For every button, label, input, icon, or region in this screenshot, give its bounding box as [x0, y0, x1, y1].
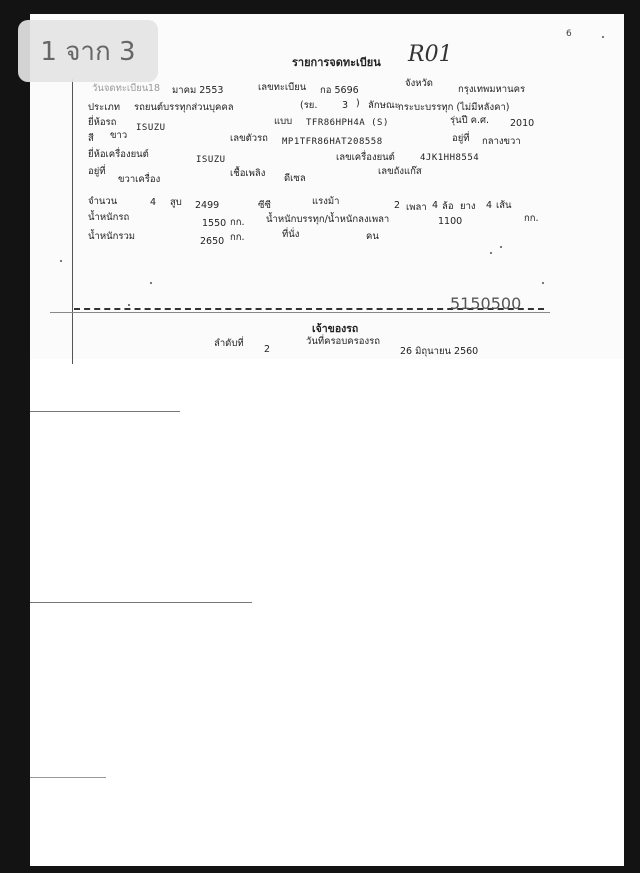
field-brand-value: ISUZU [136, 123, 166, 133]
corner-mark: 6 [566, 29, 572, 39]
document-title: รายการจดทะเบียน [292, 56, 381, 69]
field-load-label: น้ำหนักบรรทุก/น้ำหนักลงเพลา [266, 214, 390, 225]
field-chassis-label: เลขตัวรถ [230, 133, 268, 144]
owner-section-title: เจ้าของรถ [312, 323, 359, 335]
field-province-label: จังหวัด [405, 78, 433, 89]
field-type-value: รถยนต์บรรทุกส่วนบุคคล [134, 102, 234, 113]
field-reg-label: เลขทะเบียน [258, 82, 307, 93]
field-year-label: รุ่นปี ค.ศ. [450, 115, 490, 126]
field-wheels-label: ล้อ [442, 201, 454, 212]
field-year-value: 2010 [510, 118, 535, 129]
field-ry-value: 3 [342, 100, 349, 111]
field-tires-unit: เส้น [496, 200, 512, 211]
scan-speck [602, 36, 604, 38]
field-loc-label: อยู่ที่ [452, 133, 470, 144]
field-seats-unit: คน [366, 231, 379, 242]
field-province-value: กรุงเทพมหานคร [458, 84, 526, 95]
field-tires-label: ยาง [460, 201, 476, 212]
field-color-value: ขาว [110, 130, 128, 141]
page-indicator-text: 1 จาก 3 [40, 36, 136, 67]
field-gross-label: น้ำหนักรวม [88, 231, 136, 242]
field-reg-value: กอ 5696 [320, 85, 359, 96]
document-page [30, 14, 624, 866]
field-chassis-value: MP1TFR86HAT208558 [282, 137, 383, 147]
field-tires-value: 4 [486, 200, 493, 211]
field-hp-label: แรงม้า [312, 196, 340, 207]
field-axle-label: เพลา [406, 202, 427, 213]
field-engine-no-label: เลขเครื่องยนต์ [336, 152, 395, 163]
field-fuel-label: เชื้อเพลิง [230, 168, 266, 179]
left-margin-line [72, 79, 73, 364]
field-color-label: สี [88, 133, 94, 144]
field-model-label: แบบ [274, 116, 293, 127]
scan-speck [128, 304, 130, 306]
field-cc-unit: ซีซี [258, 200, 271, 211]
field-load-value: 1100 [438, 216, 463, 227]
field-cyl-unit: สูบ [170, 197, 182, 208]
field-possession-label: วันที่ครอบครองรถ [306, 336, 380, 347]
field-possession-value: 26 มิถุนายน 2560 [400, 346, 479, 357]
scan-line-2 [30, 602, 252, 603]
field-tank-label: เลขถังแก๊ส [378, 166, 422, 177]
scan-speck [150, 282, 152, 284]
divider-number: 5150500 [450, 294, 522, 313]
page-indicator-badge [18, 20, 158, 82]
field-weight-value: 1550 [202, 218, 227, 229]
field-fuel-value: ดีเซล [284, 173, 306, 184]
field-wheels-value: 4 [432, 200, 439, 211]
field-brand-label: ยี่ห้อรถ [88, 117, 117, 128]
field-date-month: มาคม 2553 [172, 85, 224, 96]
field-loc2-label: อยู่ที่ [88, 166, 106, 177]
scan-speck [60, 260, 62, 262]
field-engine-no-value: 4JK1HH8554 [420, 153, 480, 163]
field-type-label: ประเภท [88, 102, 121, 113]
field-model-value: TFR86HPH4A (S) [306, 118, 389, 128]
field-engine-brand-value: ISUZU [196, 155, 226, 165]
field-gross-unit: กก. [230, 232, 245, 243]
scan-line-3 [30, 777, 106, 778]
field-order-label: ลำดับที่ [214, 338, 244, 349]
field-cyl-value: 4 [150, 197, 157, 208]
scan-speck [542, 282, 544, 284]
field-weight-unit: กก. [230, 217, 245, 228]
field-style-label: ลักษณะ [368, 100, 400, 111]
field-cc-value: 2499 [195, 200, 220, 211]
field-loc2-value: ขวาเครื่อง [118, 174, 161, 185]
field-engine-brand-label: ยี่ห้อเครื่องยนต์ [88, 149, 149, 160]
scan-line-1 [30, 411, 180, 412]
handwritten-code: R01 [408, 42, 453, 67]
field-load-unit: กก. [524, 213, 539, 224]
scan-speck [490, 252, 492, 254]
field-style-value: กระบะบรรทุก (ไม่มีหลังคา) [398, 102, 510, 113]
field-date-label: วันจดทะเบียน [92, 83, 149, 94]
field-order-value: 2 [264, 344, 271, 355]
field-ry-suffix: ) [356, 98, 360, 109]
field-seats-label: ที่นั่ง [282, 229, 300, 240]
field-gross-value: 2650 [200, 236, 225, 247]
field-ry-label: (รย. [300, 100, 318, 111]
field-axle-value: 2 [394, 200, 401, 211]
field-cyl-label: จำนวน [88, 196, 118, 207]
scan-speck [500, 246, 502, 248]
field-loc-value: กลางขวา [482, 136, 521, 147]
field-weight-label: น้ำหนักรถ [88, 212, 130, 223]
field-date-day: 18 [148, 83, 161, 94]
